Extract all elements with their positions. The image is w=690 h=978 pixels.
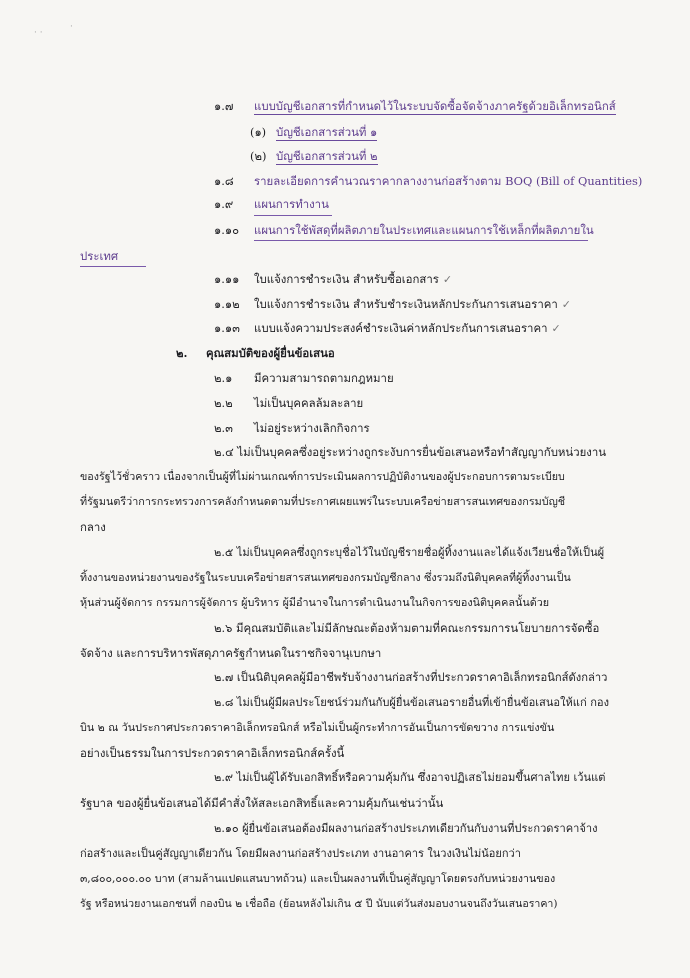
clause-2-6-line-2: จัดจ้าง และการบริหารพัสดุภาครัฐกำหนดในราชกิจจานุเบกษา — [80, 646, 382, 660]
underline-mark — [80, 266, 146, 267]
clause-text: ไม่เป็นบุคคลล้มละลาย — [254, 396, 364, 410]
clause-2-10-line-3: ๓,๘๐๐,๐๐๐.๐๐ บาท (สามล้านแปดแสนบาทถ้วน) และเป็นผลงานที่เป็นคู่สัญญาโดยตรงกับหน่วยงานของ — [80, 872, 556, 885]
check-mark-icon: ✓ — [551, 322, 561, 335]
section-2-heading — [176, 345, 335, 361]
clause-number: ๒.๑ — [214, 371, 233, 385]
item-number: ๑.๗ — [214, 99, 234, 113]
item-text: แบบแจ้งความประสงค์ชำระเงินค่าหลักประกันการเสนอราคา — [254, 321, 548, 335]
list-item-1-7-1 — [250, 124, 377, 140]
underline-mark — [254, 240, 588, 241]
list-item-1-12 — [214, 296, 571, 313]
check-mark-icon: ✓ — [442, 273, 453, 286]
item-text: ใบแจ้งการชำระเงิน สำหรับซื้อเอกสาร — [254, 272, 439, 286]
item-text: บัญชีเอกสารส่วนที่ ๑ — [276, 125, 378, 139]
clause-2-10-line-4: รัฐ หรือหน่วยงานเอกชนที่ กองบิน ๒ เชื่อถือ (ย้อนหลังไม่เกิน ๕ ปี นับแต่วันส่งมอบงานจนถึงวันเสนอราคา) — [80, 898, 558, 910]
item-text: รายละเอียดการคำนวณราคากลางงานก่อสร้างตาม BOQ (Bill of Quantities) — [254, 174, 643, 188]
item-text: ใบแจ้งการชำระเงิน สำหรับชำระเงินหลักประกันการเสนอราคา — [254, 297, 558, 311]
clause-2-6-line-1: ๒.๖ มีคุณสมบัติและไม่มีลักษณะต้องห้ามตามที่คณะกรรมการนโยบายการจัดซื้อ — [214, 621, 600, 635]
item-number: ๑.๑๓ — [214, 321, 240, 335]
clause-2-4-line-4: กลาง — [80, 520, 106, 534]
list-item-1-10 — [214, 222, 594, 238]
clause-2-10-line-1: ๒.๑๐ ผู้ยื่นข้อเสนอต้องมีผลงานก่อสร้างประเภทเดียวกันกับงานที่ประกวดราคาจ้าง — [214, 822, 598, 835]
check-mark-icon: ✓ — [561, 298, 571, 311]
clause-2-4-line-2: ของรัฐไว้ชั่วคราว เนื่องจากเป็นผู้ที่ไม่ผ่านเกณฑ์การประเมินผลการปฏิบัติงานของผู้ประกอบการตามระเบียบ — [80, 470, 565, 483]
clause-number: ๒.๓ — [214, 421, 233, 435]
clause-2-7-line-1: ๒.๗ เป็นนิติบุคคลผู้มีอาชีพรับจ้างงานก่อสร้างที่ประกวดราคาอิเล็กทรอนิกส์ดังกล่าว — [214, 671, 608, 684]
list-item-1-7 — [214, 98, 616, 114]
clause-2-5-line-3: หุ้นส่วนผู้จัดการ กรรมการผู้จัดการ ผู้บริหาร ผู้มีอำนาจในการดำเนินงานในกิจการของนิติบุคคลนั้นด้วย — [80, 596, 550, 609]
item-text: ประเทศ — [80, 249, 119, 263]
clause-number: ๒.๒ — [214, 396, 233, 410]
item-text: แบบบัญชีเอกสารที่กำหนดไว้ในระบบจัดซื้อจัดจ้างภาครัฐด้วยอิเล็กทรอนิกส์ — [254, 99, 616, 113]
section-number: ๒. — [176, 346, 188, 360]
list-item-1-10-cont — [80, 248, 118, 264]
clause-2-3 — [214, 420, 370, 436]
item-number: (๑) — [250, 125, 267, 139]
list-item-1-9 — [214, 196, 329, 212]
clause-2-4-line-3: ที่รัฐมนตรีว่าการกระทรวงการคลังกำหนดตามที่ประกาศเผยแพร่ในระบบเครือข่ายสารสนเทศของกรมบัญชี — [80, 495, 566, 508]
list-item-1-7-2 — [250, 148, 378, 164]
clause-2-8-line-3: อย่างเป็นธรรมในการประกวดราคาอิเล็กทรอนิกส์ครั้งนี้ — [80, 746, 345, 760]
scan-speck: · · — [34, 28, 43, 38]
item-text: แผนการใช้พัสดุที่ผลิตภายในประเทศและแผนการใช้เหล็กที่ผลิตภายใน — [254, 223, 594, 237]
list-item-1-13 — [214, 320, 561, 337]
item-number: (๒) — [250, 149, 267, 163]
clause-2-5-line-2: ทิ้งงานของหน่วยงานของรัฐในระบบเครือข่ายสารสนเทศของกรมบัญชีกลาง ซึ่งรวมถึงนิติบุคคลที่ผู้ทิ้งงานเป็น — [80, 571, 571, 584]
item-number: ๑.๘ — [214, 174, 234, 188]
item-number: ๑.๑๒ — [214, 297, 240, 311]
item-number: ๑.๙ — [214, 197, 234, 211]
item-number: ๑.๑๐ — [214, 223, 240, 237]
clause-2-9-line-2: รัฐบาล ของผู้ยื่นข้อเสนอได้มีคำสั่งให้สละเอกสิทธิ์และความคุ้มกันเช่นว่านั้น — [80, 796, 444, 810]
clause-2-8-line-1: ๒.๘ ไม่เป็นผู้มีผลประโยชน์ร่วมกันกับผู้ยื่นข้อเสนอรายอื่นที่เข้ายื่นข้อเสนอให้แก่ กอง — [214, 696, 609, 709]
item-text: แผนการทำงาน — [254, 197, 329, 211]
item-text: บัญชีเอกสารส่วนที่ ๒ — [276, 149, 378, 163]
underline-mark — [254, 215, 332, 216]
clause-2-8-line-2: บิน ๒ ณ วันประกาศประกวดราคาอิเล็กทรอนิกส์ หรือไม่เป็นผู้กระทำการอันเป็นการขัดขวาง การแข่งขัน — [80, 721, 555, 734]
clause-2-5-line-1: ๒.๕ ไม่เป็นบุคคลซึ่งถูกระบุชื่อไว้ในบัญชีรายชื่อผู้ทิ้งงานและได้แจ้งเวียนชื่อให้เป็นผู้ — [214, 546, 605, 559]
clause-2-9-line-1: ๒.๙ ไม่เป็นผู้ได้รับเอกสิทธิ์หรือความคุ้มกัน ซึ่งอาจปฏิเสธไม่ยอมขึ้นศาลไทย เว้นแต่ — [214, 771, 606, 784]
list-item-1-8 — [214, 173, 642, 189]
section-title: คุณสมบัติของผู้ยื่นข้อเสนอ — [206, 346, 335, 360]
clause-2-4-line-1: ๒.๔ ไม่เป็นบุคคลซึ่งอยู่ระหว่างถูกระงับการยื่นข้อเสนอหรือทำสัญญากับหน่วยงาน — [214, 445, 607, 459]
clause-text: มีความสามารถตามกฎหมาย — [254, 371, 394, 385]
item-number: ๑.๑๑ — [214, 272, 240, 286]
scan-speck: · — [70, 22, 73, 32]
clause-2-10-line-2: ก่อสร้างและเป็นคู่สัญญาเดียวกัน โดยมีผลงานก่อสร้างประเภท งานอาคาร ในวงเงินไม่น้อยกว่า — [80, 847, 521, 860]
clause-text: ไม่อยู่ระหว่างเลิกกิจการ — [254, 421, 370, 435]
clause-2-2 — [214, 395, 363, 411]
list-item-1-11 — [214, 271, 452, 288]
clause-2-1 — [214, 370, 394, 386]
